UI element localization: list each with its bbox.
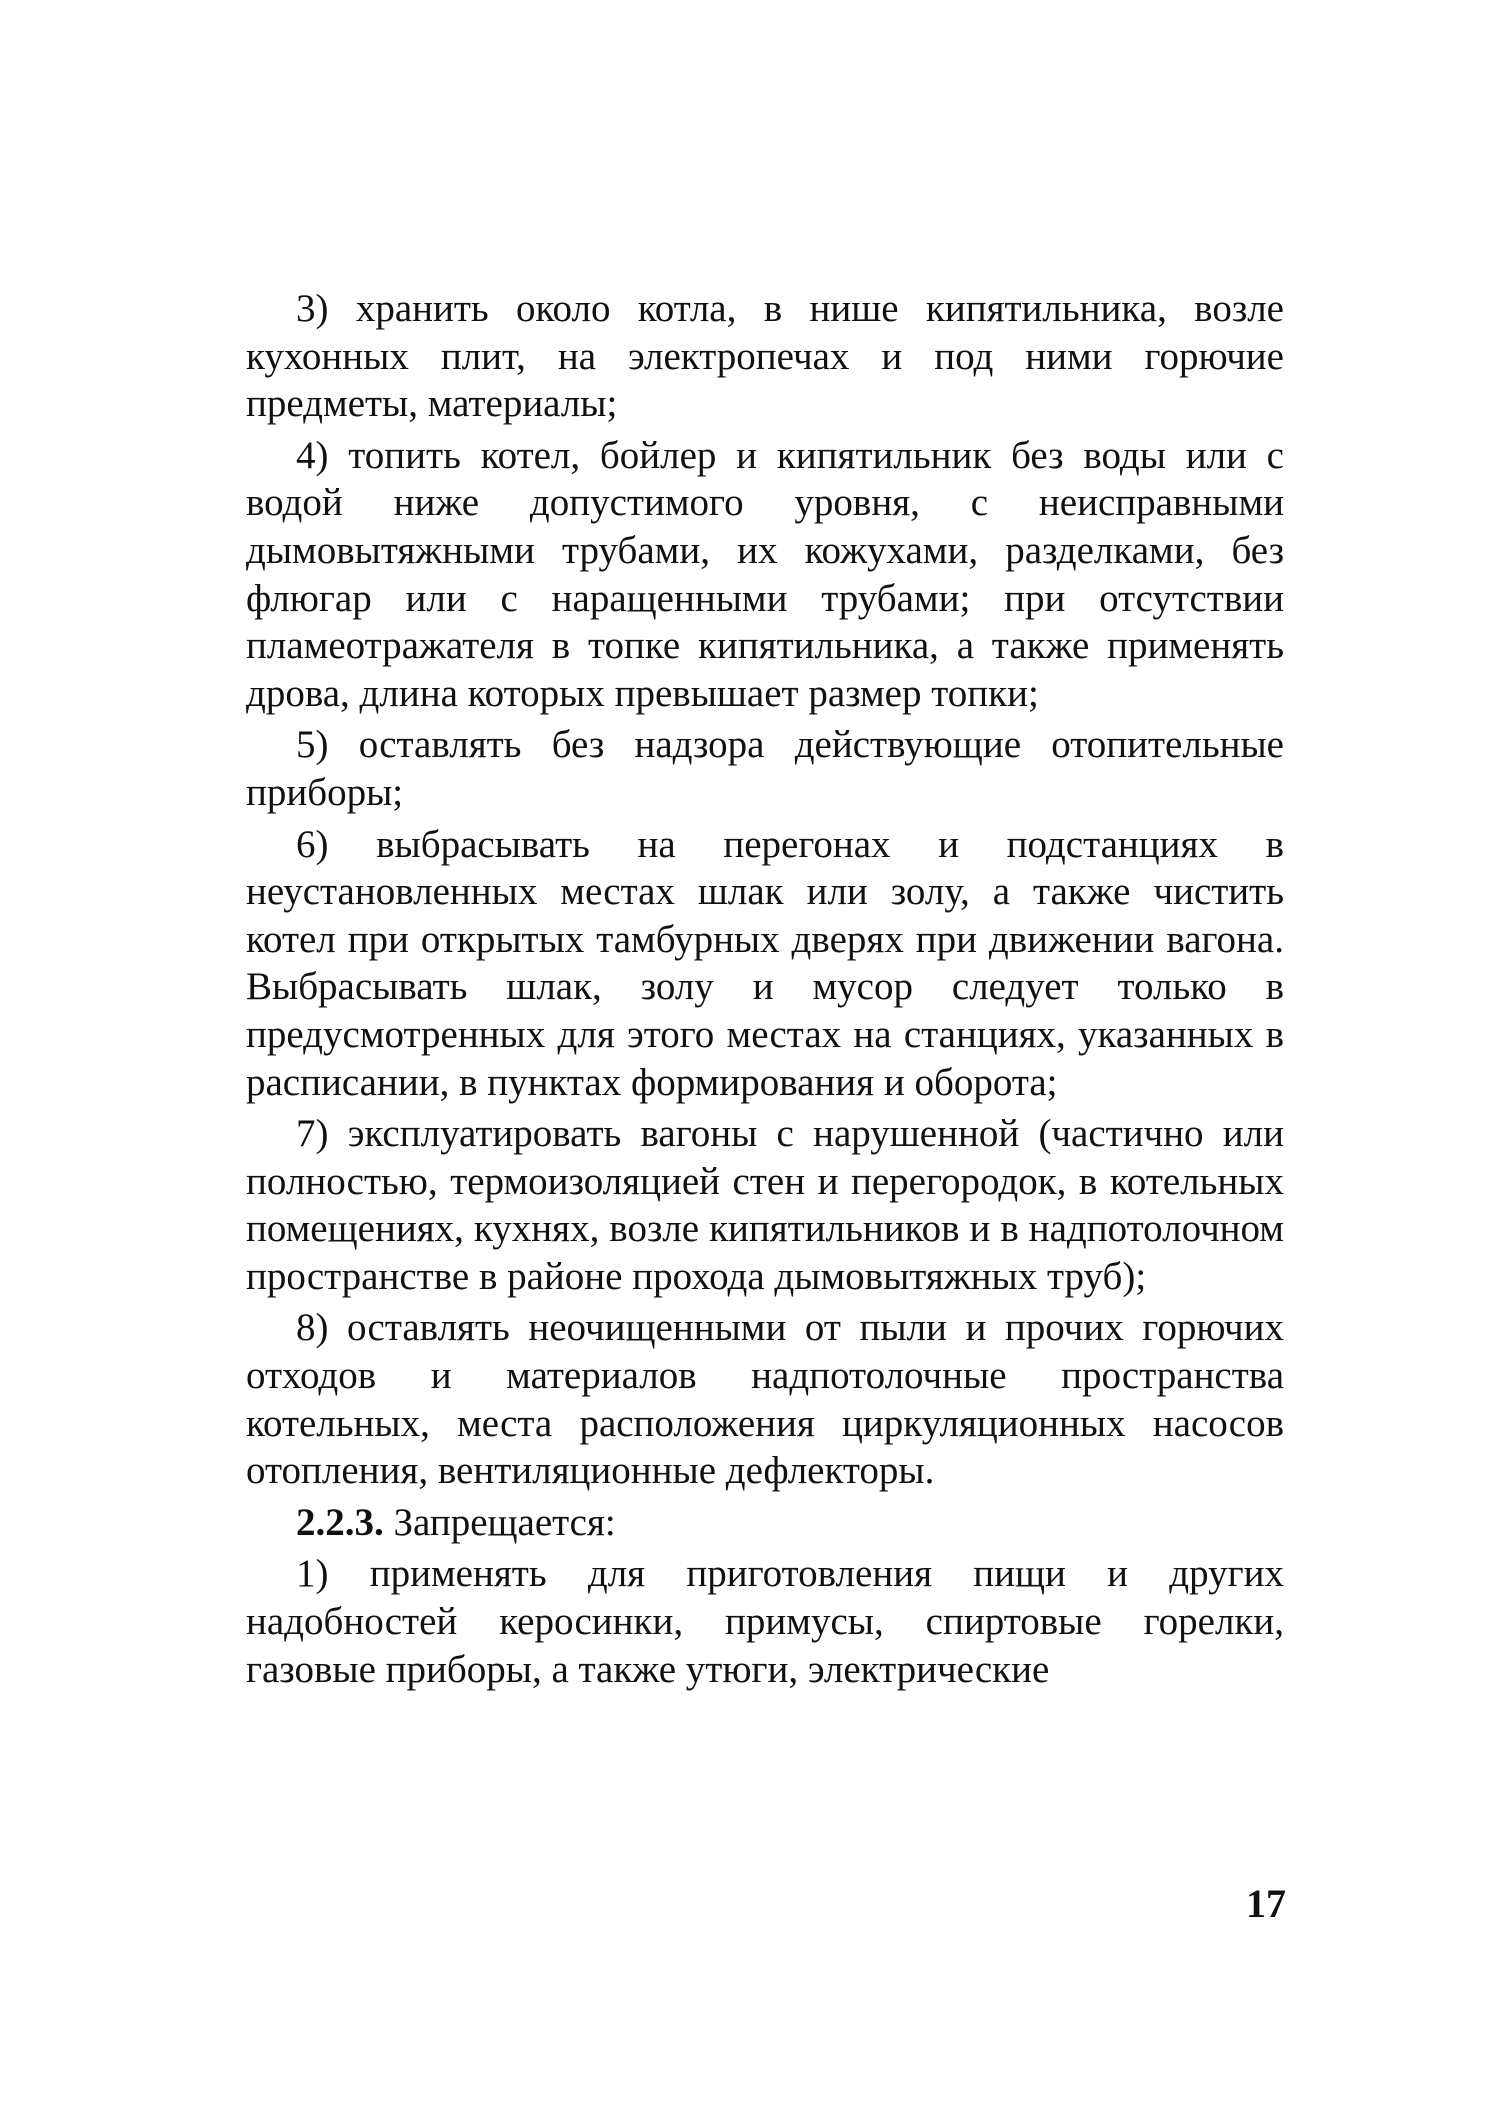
list-item-8: 8) оставлять неочищенными от пыли и прочих горючих отходов и материалов надпотолочные пространства котельных, места расположения циркуляционных насосов отопления, вентиляционные дефлекторы. (246, 1306, 1284, 1493)
page-number: 17 (1246, 1881, 1286, 1926)
list-item-1: 1) применять для приготовления пищи и других надобностей керосинки, примусы, спиртовые горелки, газовые приборы, а также утюги, электрические (246, 1552, 1284, 1691)
list-item-5: 5) оставлять без надзора действующие отопительные приборы; (246, 723, 1284, 814)
list-item-3: 3) хранить около котла, в нише кипятильника, возле кухонных плит, на электропечах и под ними горючие предметы, материалы; (246, 287, 1284, 426)
list-item-4: 4) топить котел, бойлер и кипятильник без воды или с водой ниже допустимого уровня, с неисправными дымовытяжными трубами, их кожухами, разделками, без флюгар или с наращенными трубами; при отсутствии пламеотражателя в топке кипятильника, а также применять дрова, длина которых превышает размер топки; (246, 433, 1284, 715)
section-heading (246, 1499, 1284, 1547)
section-number: 2.2.3. (296, 1500, 384, 1544)
list-item-6: 6) выбрасывать на перегонах и подстанциях в неустановленных местах шлак или золу, а также чистить котел при открытых тамбурных дверях при движении вагона. Выбрасывать шлак, золу и мусор следует только в предусмотренных для этого местах на станциях, указанных в расписании, в пунктах формирования и оборота; (246, 822, 1284, 1104)
list-item-7: 7) эксплуатировать вагоны с нарушенной (частично или полностью, термоизоляцией стен и перегородок, в котельных помещениях, кухнях, возле кипятильников и в надпотолочном пространстве в районе прохода дымовытяжных труб); (246, 1112, 1284, 1298)
body-text (246, 285, 1284, 1697)
section-title: Запрещается: (383, 1500, 616, 1544)
